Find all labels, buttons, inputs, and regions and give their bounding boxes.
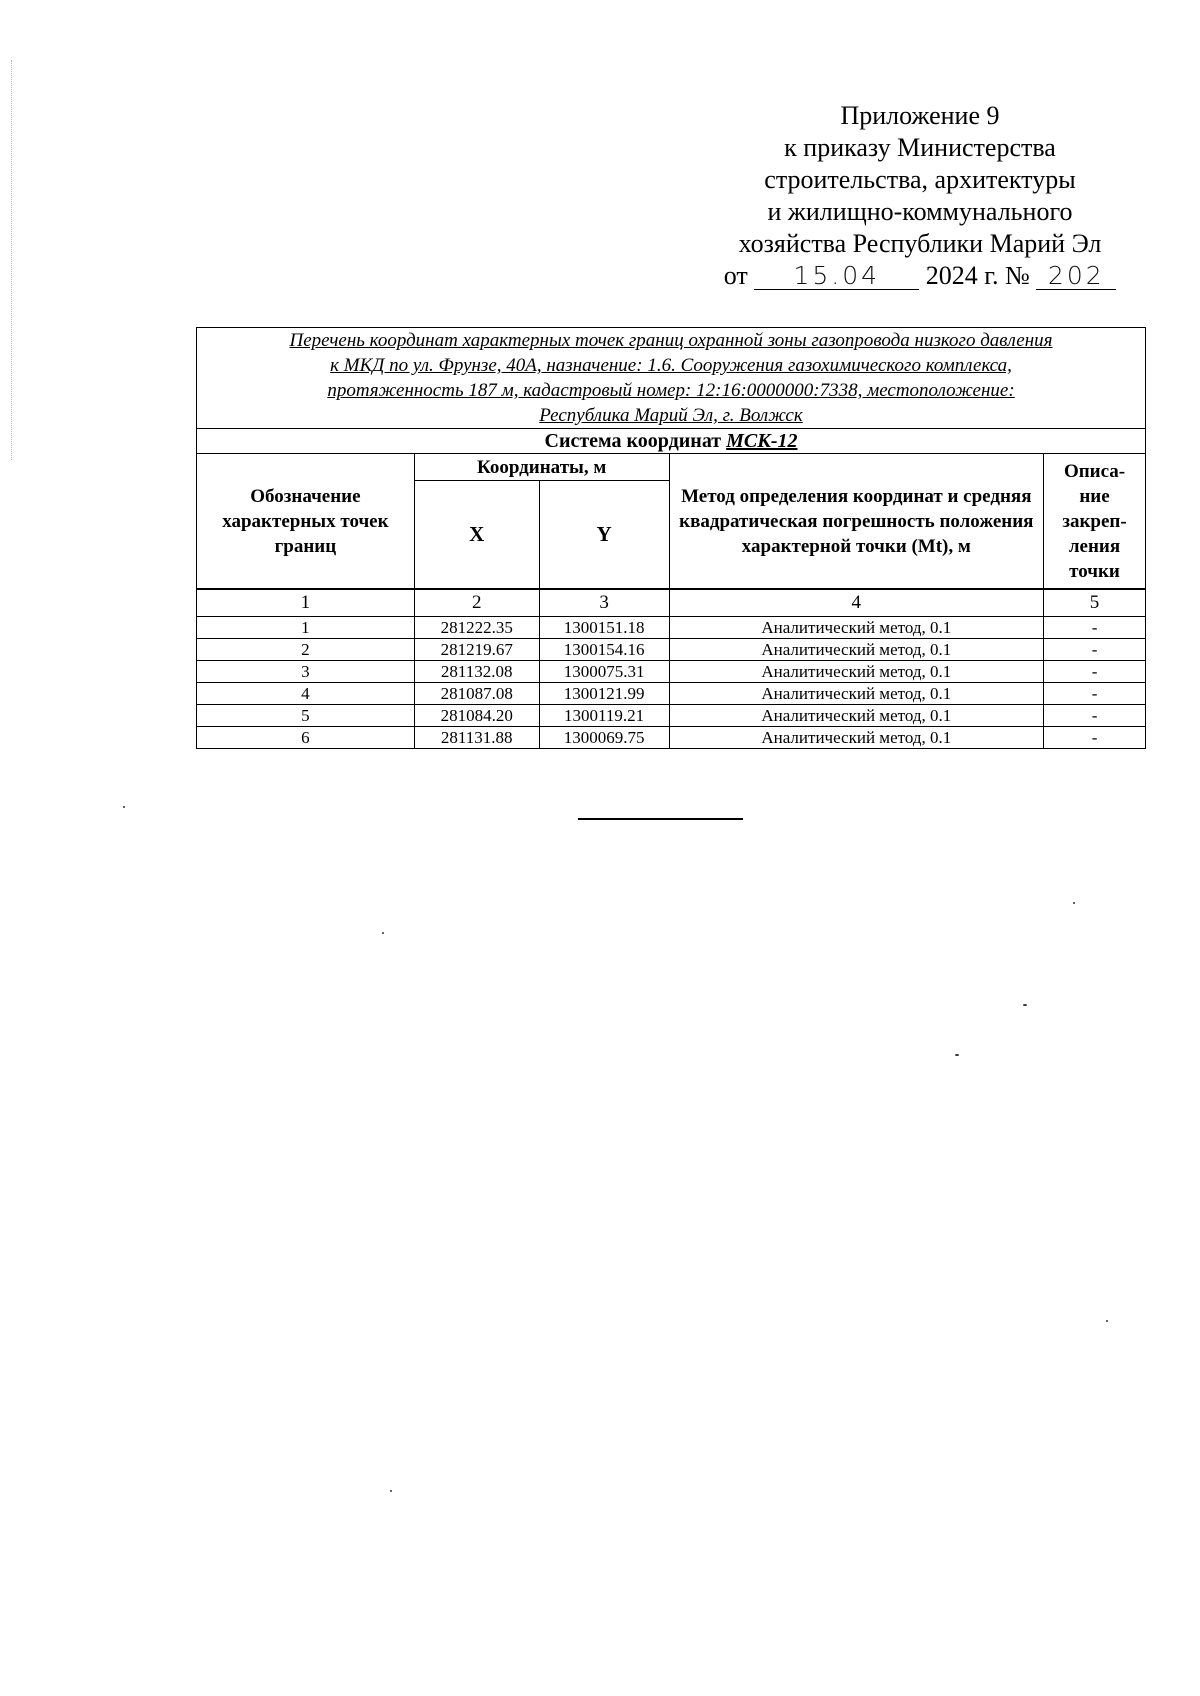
- scan-speck: [1106, 1320, 1108, 1322]
- point-method: Аналитический метод, 0.1: [669, 661, 1043, 683]
- order-date-line: [700, 260, 1140, 292]
- scan-speck: [1073, 902, 1075, 904]
- point-y: 1300069.75: [539, 727, 669, 749]
- point-x: 281219.67: [414, 639, 539, 661]
- table-title-line-2: к МКД по ул. Фрунзе, 40А, назначение: 1.6. Сооружения газохимического комплекса,: [330, 355, 1012, 376]
- table-title-line-4: Республика Марий Эл, г. Волжск: [539, 405, 803, 426]
- coordinate-system-value: МСК-12: [726, 430, 798, 452]
- header-description: [1044, 454, 1146, 590]
- point-x: 281084.20: [414, 705, 539, 727]
- coordinate-system-row: [197, 429, 1146, 454]
- table-row: [197, 705, 1146, 727]
- scan-edge-line: [11, 60, 13, 460]
- header-description-line-4: ления: [1068, 535, 1121, 557]
- header-line-3: строительства, архитектуры: [764, 165, 1076, 194]
- point-method: Аналитический метод, 0.1: [669, 705, 1043, 727]
- point-description: -: [1044, 661, 1146, 683]
- column-number-4: 4: [669, 589, 1043, 617]
- header-description-line-3: закреп-: [1062, 510, 1127, 532]
- point-y: 1300075.31: [539, 661, 669, 683]
- column-number-2: 2: [414, 589, 539, 617]
- point-y: 1300154.16: [539, 639, 669, 661]
- table-title: [197, 328, 1146, 429]
- scan-speck: [123, 806, 125, 808]
- point-y: 1300121.99: [539, 683, 669, 705]
- header-line-5: хозяйства Республики Марий Эл: [738, 229, 1102, 258]
- date-prefix: от: [723, 261, 748, 290]
- header-x: X: [414, 481, 539, 589]
- point-id: 6: [197, 727, 415, 749]
- header-coordinates: Координаты, м: [414, 454, 669, 481]
- scan-speck: [382, 932, 384, 934]
- point-x: 281222.35: [414, 617, 539, 639]
- point-method: Аналитический метод, 0.1: [669, 617, 1043, 639]
- point-id: 2: [197, 639, 415, 661]
- point-method: Аналитический метод, 0.1: [669, 683, 1043, 705]
- header-description-line-5: точки: [1069, 560, 1120, 582]
- point-description: -: [1044, 727, 1146, 749]
- coordinates-table: [196, 327, 1146, 749]
- point-x: 281131.88: [414, 727, 539, 749]
- handwritten-order-number: 202: [1036, 263, 1116, 290]
- header-y: Y: [539, 481, 669, 589]
- header-line-2: к приказу Министерства: [784, 133, 1056, 162]
- column-number-1: 1: [197, 589, 415, 617]
- scan-speck: [1023, 1004, 1027, 1006]
- closing-rule: [578, 818, 743, 820]
- point-method: Аналитический метод, 0.1: [669, 639, 1043, 661]
- header-description-line-1: Описа-: [1063, 460, 1126, 482]
- table-title-line-3: протяженность 187 м, кадастровый номер: 12:16:0000000:7338, местоположение:: [327, 380, 1015, 401]
- point-description: -: [1044, 617, 1146, 639]
- table-row: [197, 661, 1146, 683]
- point-id: 1: [197, 617, 415, 639]
- point-description: -: [1044, 683, 1146, 705]
- point-description: -: [1044, 639, 1146, 661]
- table-row: [197, 617, 1146, 639]
- point-id: 3: [197, 661, 415, 683]
- table-title-line-1: Перечень координат характерных точек границ охранной зоны газопровода низкого давления: [289, 330, 1053, 351]
- header-designation: Обозначение характерных точек границ: [197, 454, 415, 590]
- column-number-3: 3: [539, 589, 669, 617]
- point-y: 1300151.18: [539, 617, 669, 639]
- point-id: 5: [197, 705, 415, 727]
- handwritten-date: 15.04: [754, 263, 919, 290]
- header-method: Метод определения координат и средняя квадратическая погрешность положения характерной точки (Mt), м: [669, 454, 1043, 590]
- coordinate-system-label: Система координат: [544, 430, 722, 452]
- table-row: [197, 683, 1146, 705]
- appendix-header: [700, 100, 1140, 292]
- table-row: [197, 639, 1146, 661]
- point-x: 281087.08: [414, 683, 539, 705]
- table-row: [197, 727, 1146, 749]
- scan-speck: [390, 1490, 392, 1492]
- header-line-1: Приложение 9: [840, 101, 1000, 130]
- column-number-5: 5: [1044, 589, 1146, 617]
- scan-speck: [955, 1054, 959, 1056]
- point-y: 1300119.21: [539, 705, 669, 727]
- point-id: 4: [197, 683, 415, 705]
- point-x: 281132.08: [414, 661, 539, 683]
- point-description: -: [1044, 705, 1146, 727]
- point-method: Аналитический метод, 0.1: [669, 727, 1043, 749]
- order-year: 2024 г. №: [925, 261, 1030, 290]
- header-description-line-2: ние: [1079, 485, 1110, 507]
- header-line-4: и жилищно-коммунального: [767, 197, 1073, 226]
